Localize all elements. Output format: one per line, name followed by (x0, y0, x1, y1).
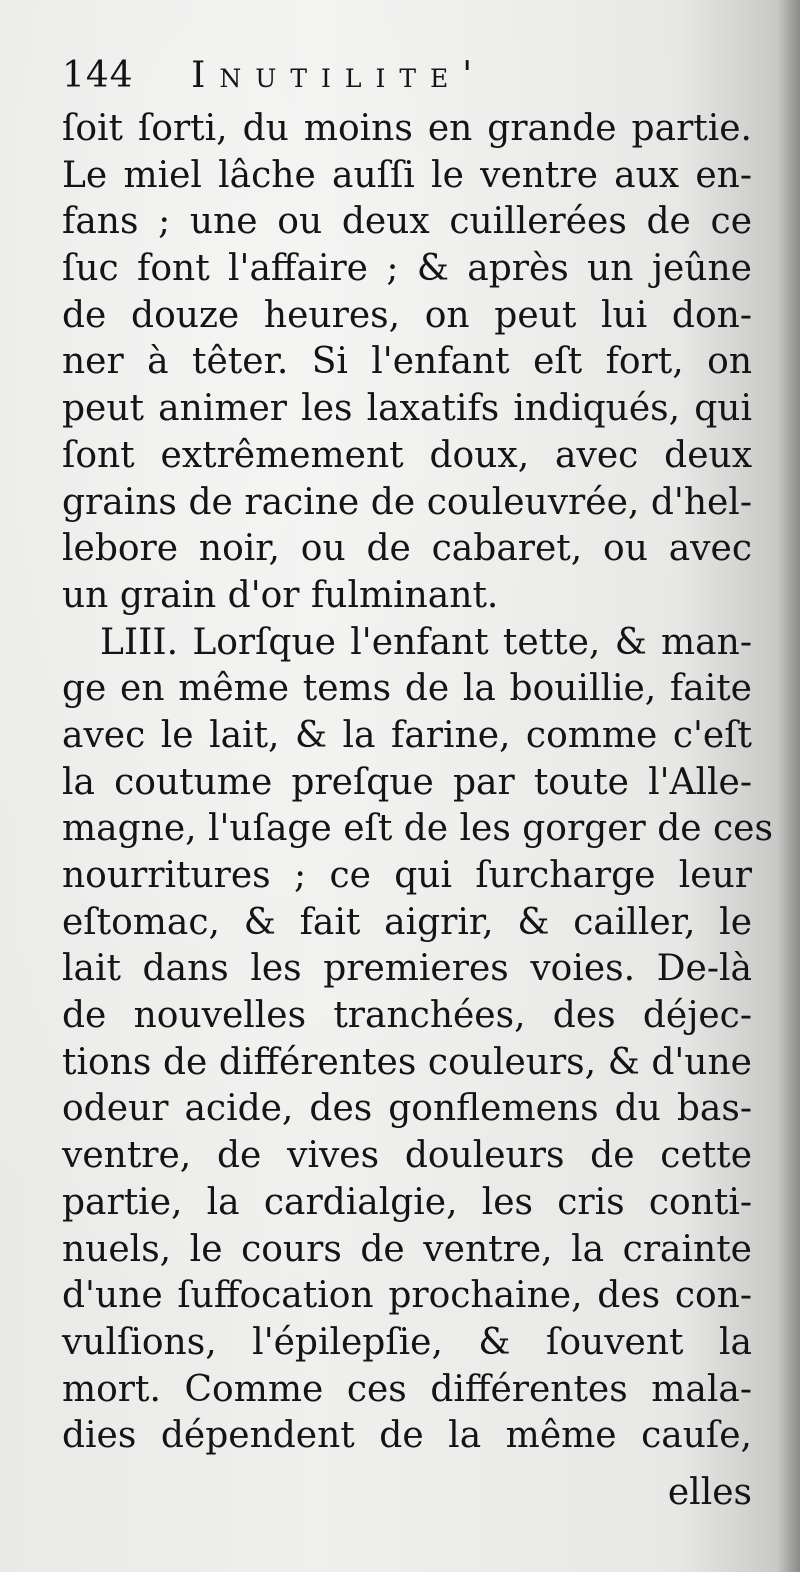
text-line: odeur acide, des gonflemens du bas- (62, 1088, 752, 1130)
text-line-paragraph-start: LIII. Lorſque l'enfant tette, & man- (100, 621, 752, 663)
text-line: Le miel lâche auſſi le ventre aux en- (62, 154, 752, 196)
text-line: vulſions, l'épilepſie, & ſouvent la (62, 1321, 752, 1363)
text-line: ventre, de vives douleurs de cette (62, 1135, 752, 1177)
catchword: elles (667, 1472, 752, 1513)
text-line: tions de différentes couleurs, & d'une (62, 1041, 752, 1083)
body-text (62, 106, 773, 1460)
text-line: de nouvelles tranchées, des déjec- (62, 995, 752, 1037)
text-line-paragraph-end: un grain d'or fulminant. (62, 574, 499, 616)
text-line: la coutume preſque par toute l'Alle- (62, 761, 752, 803)
text-line: ner à têter. Si l'enfant eſt fort, on (62, 341, 752, 383)
text-line: avec le lait, & la farine, comme c'eſt (62, 714, 752, 756)
text-line: nuels, le cours de ventre, la crainte (62, 1228, 752, 1270)
text-line: peut animer les laxatifs indiqués, qui (62, 388, 752, 430)
page-number: 144 (62, 55, 134, 96)
text-line: dies dépendent de la même cauſe, (62, 1415, 752, 1457)
text-line: partie, la cardialgie, les cris conti- (62, 1181, 752, 1223)
text-line: ſuc font l'affaire ; & après un jeûne (62, 248, 752, 290)
text-line: grains de racine de couleuvrée, d'hel- (62, 481, 752, 523)
text-line: fans ; une ou deux cuillerées de ce (62, 201, 752, 243)
text-line: ſoit ſorti, du moins en grande partie. (62, 108, 752, 149)
text-line: lait dans les premieres voies. De-là (62, 948, 752, 990)
text-line: de douze heures, on peut lui don- (62, 294, 752, 336)
text-line: ge en même tems de la bouillie, faite (62, 668, 752, 710)
text-line: d'une ſuffocation prochaine, des con- (62, 1275, 752, 1317)
text-line: nourritures ; ce qui ſurcharge leur (62, 855, 752, 896)
page-header (62, 48, 752, 104)
text-line: ſont extrêmement doux, avec deux (62, 434, 752, 476)
running-title: Inutilite' (191, 55, 487, 96)
text-line: magne, l'uſage eſt de les gorger de ces (62, 808, 773, 850)
text-line: lebore noir, ou de cabaret, ou avec (62, 528, 752, 570)
page-edge-shadow (778, 0, 800, 1572)
text-line: eſtomac, & fait aigrir, & cailler, le (62, 901, 752, 943)
text-line: mort. Comme ces différentes mala- (62, 1368, 752, 1410)
